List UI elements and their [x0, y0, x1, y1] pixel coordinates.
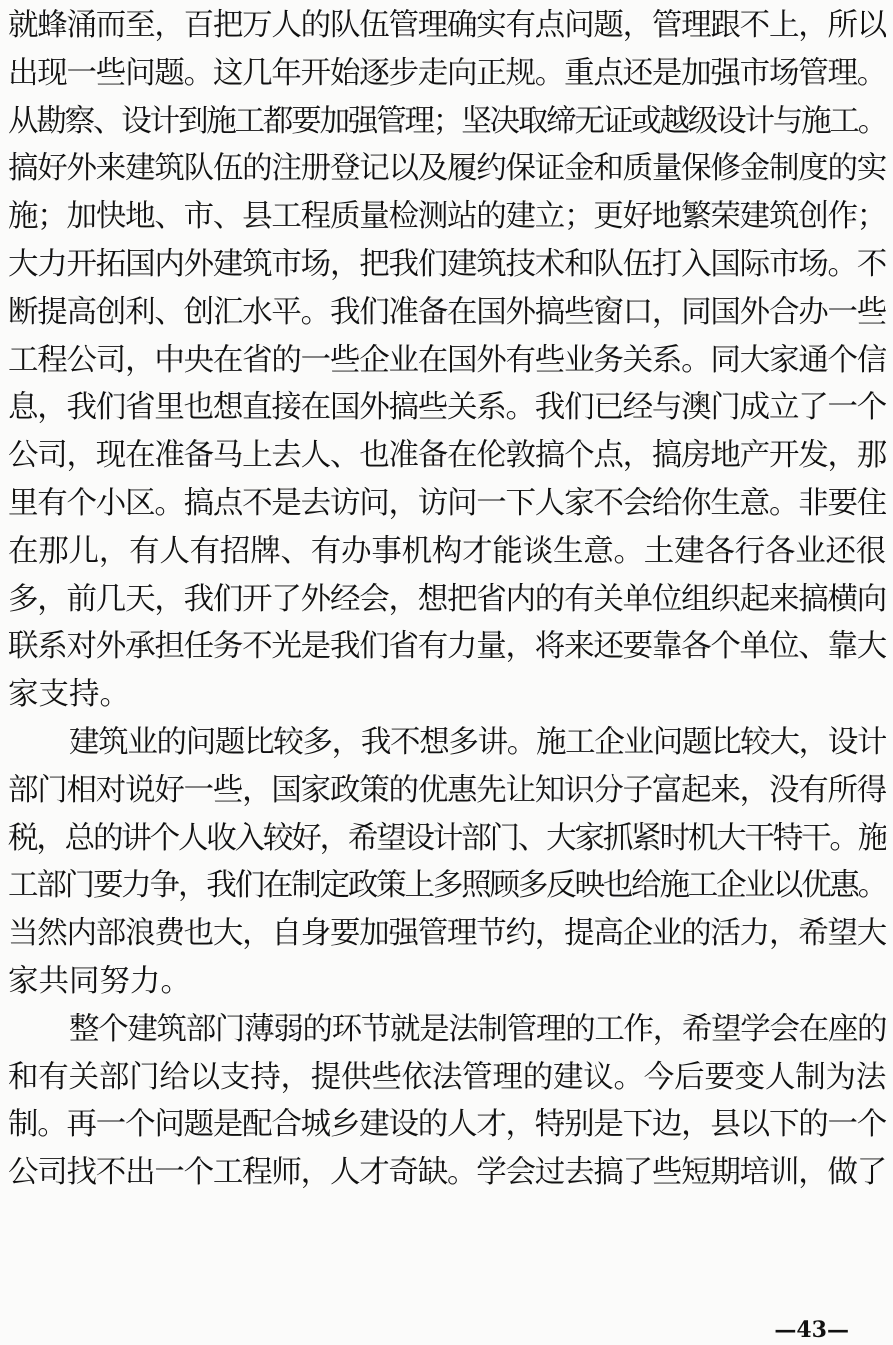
text-line: 从勘察、设计到施工都要加强管理；坚决取缔无证或越级设计与施工。 — [8, 103, 886, 139]
text-line: 当然内部浪费也大，自身要加强管理节约，提高企业的活力，希望大 — [8, 916, 886, 952]
text-line: 就蜂涌而至，百把万人的队伍管理确实有点问题，管理跟不上，所以 — [8, 8, 886, 43]
text-line: 息，我们省里也想直接在国外搞些关系。我们已经与澳门成立了一个 — [8, 390, 886, 426]
text-line: 在那儿，有人有招牌、有办事机构才能谈生意。土建各行各业还很 — [8, 533, 886, 569]
text-line: 整个建筑部门薄弱的环节就是法制管理的工作，希望学会在座的 — [69, 1011, 886, 1047]
text-line: 断提高创利、创汇水平。我们准备在国外搞些窗口，同国外合办一些 — [8, 294, 886, 330]
text-line: 里有个小区。搞点不是去访问，访问一下人家不会给你生意。非要住 — [8, 485, 886, 521]
text-line: 税，总的讲个人收入较好，希望设计部门、大家抓紧时机大干特干。施 — [8, 820, 886, 856]
paragraph — [8, 1006, 886, 1197]
text-line: 出现一些问题。这几年开始逐步走向正规。重点还是加强市场管理。 — [8, 55, 886, 91]
text-line: 公司找不出一个工程师，人才奇缺。学会过去搞了些短期培训，做了 — [8, 1155, 886, 1191]
paragraph — [8, 719, 886, 1006]
text-line: 搞好外来建筑队伍的注册登记以及履约保证金和质量保修金制度的实 — [8, 151, 886, 187]
text-line: 家共同努力。 — [8, 963, 191, 999]
body-text — [8, 2, 886, 1197]
text-line: 大力开拓国内外建筑市场，把我们建筑技术和队伍打入国际市场。不 — [8, 246, 886, 282]
text-line: 部门相对说好一些，国家政策的优惠先让知识分子富起来，没有所得 — [8, 772, 886, 808]
text-line: 公司，现在准备马上去人、也准备在伦敦搞个点，搞房地产开发，那 — [8, 438, 886, 474]
text-line: 联系对外承担任务不光是我们省有力量，将来还要靠各个单位、靠大 — [8, 629, 886, 665]
text-line: 多，前几天，我们开了外经会，想把省内的有关单位组织起来搞横向 — [8, 581, 886, 617]
text-line: 建筑业的问题比较多，我不想多讲。施工企业问题比较大，设计 — [69, 724, 886, 760]
page-number: —43— — [774, 1317, 849, 1343]
text-line: 工程公司，中央在省的一些企业在国外有些业务关系。同大家通个信 — [8, 342, 886, 378]
text-line: 和有关部门给以支持，提供些依法管理的建议。今后要变人制为法 — [8, 1059, 886, 1095]
text-line: 家支持。 — [8, 677, 130, 713]
text-line: 工部门要力争，我们在制定政策上多照顾多反映也给施工企业以优惠。 — [8, 868, 886, 904]
text-line: 施；加快地、市、县工程质量检测站的建立；更好地繁荣建筑创作； — [8, 199, 886, 235]
text-line: 制。再一个问题是配合城乡建设的人才，特别是下边，县以下的一个 — [8, 1107, 886, 1143]
paragraph — [8, 2, 886, 719]
